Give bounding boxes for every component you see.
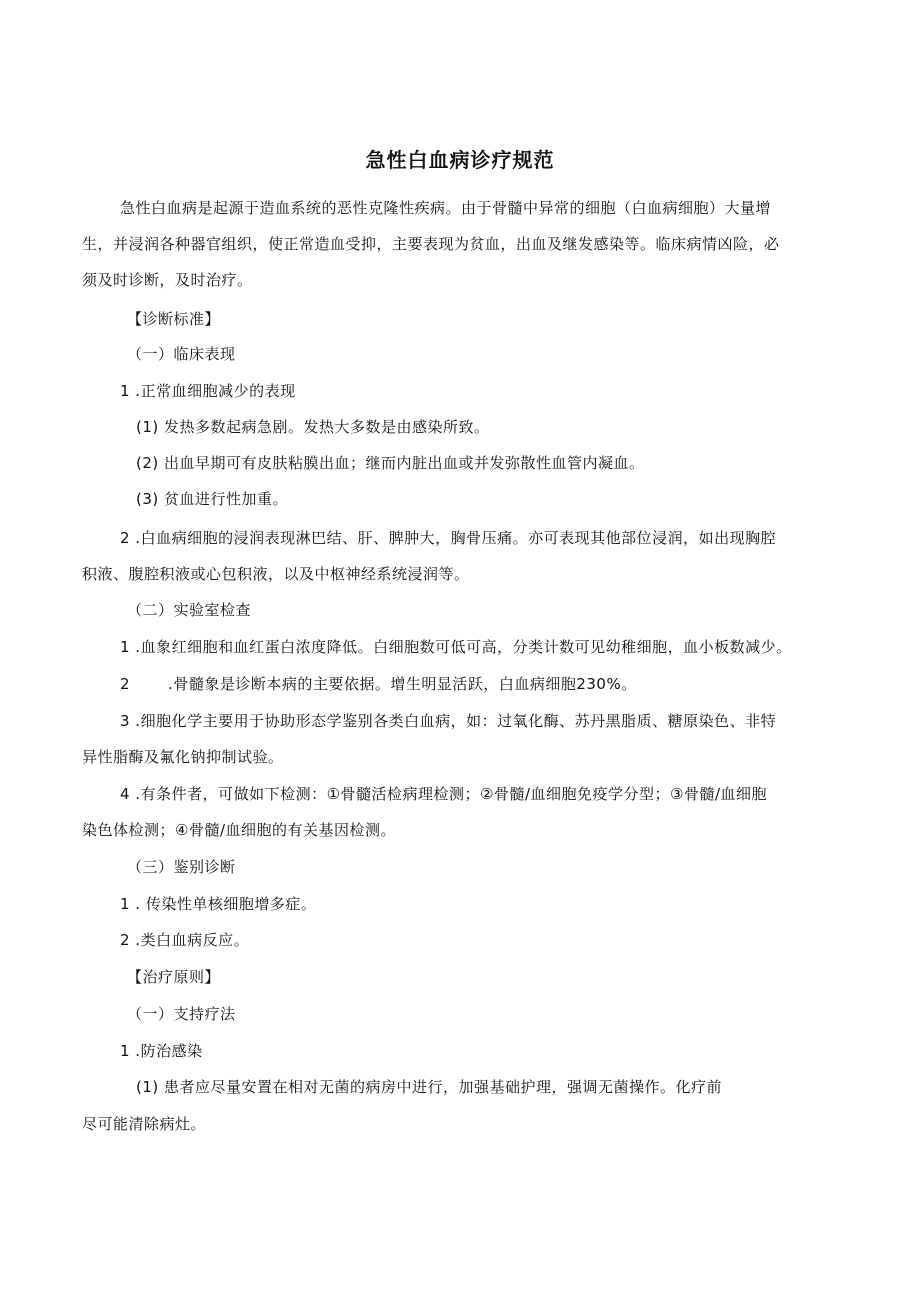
support-item-1-sub-1-line-1: (1) 患者应尽量安置在相对无菌的病房中进行，加强基础护理，强调无菌操作。化疗前 [136,1078,723,1096]
treatment-heading: 【治疗原则】 [127,968,221,986]
intro-line-2: 生，并浸润各种器官组织，使正常造血受抑，主要表现为贫血，出血及继发感染等。临床病情凶险，必 [82,235,780,253]
differential-item-2: 2 .类白血病反应。 [120,931,250,949]
clinical-item-2-line-1: 2 .白血病细胞的浸润表现淋巴结、肝、脾肿大，胸骨压痛。亦可表现其他部位浸润，如出现胸腔 [120,529,777,547]
lab-item-1: 1 .血象红细胞和血红蛋白浓度降低。白细胞数可低可高，分类计数可见幼稚细胞，血小板数减少。 [120,638,792,656]
intro-line-1: 急性白血病是起源于造血系统的恶性克隆性疾病。由于骨髓中异常的细胞（白血病细胞）大量增 [120,199,772,217]
lab-item-4-line-1: 4 .有条件者，可做如下检测：①骨髓活检病理检测；②骨髓/血细胞免疫学分型；③骨髓/血细胞 [120,785,768,803]
lab-item-3-line-1: 3 .细胞化学主要用于协助形态学鉴别各类白血病，如：过氧化酶、苏丹黑脂质、糖原染色、非特 [120,712,777,730]
support-item-1-sub-1-line-2: 尽可能清除病灶。 [82,1115,207,1133]
clinical-item-1-sub-3: (3) 贫血进行性加重。 [136,490,289,508]
lab-item-3-line-2: 异性脂酶及氟化钠抑制试验。 [82,748,284,766]
lab-item-4-line-2: 染色体检测；④骨髓/血细胞的有关基因检测。 [82,821,397,839]
differential-item-1: 1 . 传染性单核细胞增多症。 [120,895,317,913]
clinical-item-1-sub-1: (1) 发热多数起病急剧。发热大多数是由感染所致。 [136,418,490,436]
diagnosis-heading: 【诊断标准】 [127,310,221,328]
support-heading: （一）支持疗法 [127,1005,236,1023]
document-title: 急性白血病诊疗规范 [365,148,555,172]
intro-line-3: 须及时诊断，及时治疗。 [82,271,253,289]
differential-heading: （三）鉴别诊断 [127,858,236,876]
support-item-1: 1 .防治感染 [120,1042,203,1060]
lab-item-2-number: 2 [120,675,131,693]
clinical-item-1: 1 .正常血细胞减少的表现 [120,382,296,400]
lab-heading: （二）实验室检查 [127,601,252,619]
lab-item-2 [120,673,637,695]
clinical-heading: （一）临床表现 [127,345,236,363]
clinical-item-2-line-2: 积液、腹腔积液或心包积液，以及中枢神经系统浸润等。 [82,565,470,583]
lab-item-2-text: .骨髓象是诊断本病的主要依据。增生明显活跃，白血病细胞230%。 [168,675,637,693]
clinical-item-1-sub-2: (2) 出血早期可有皮肤粘膜出血；继而内脏出血或并发弥散性血管内凝血。 [136,454,645,472]
